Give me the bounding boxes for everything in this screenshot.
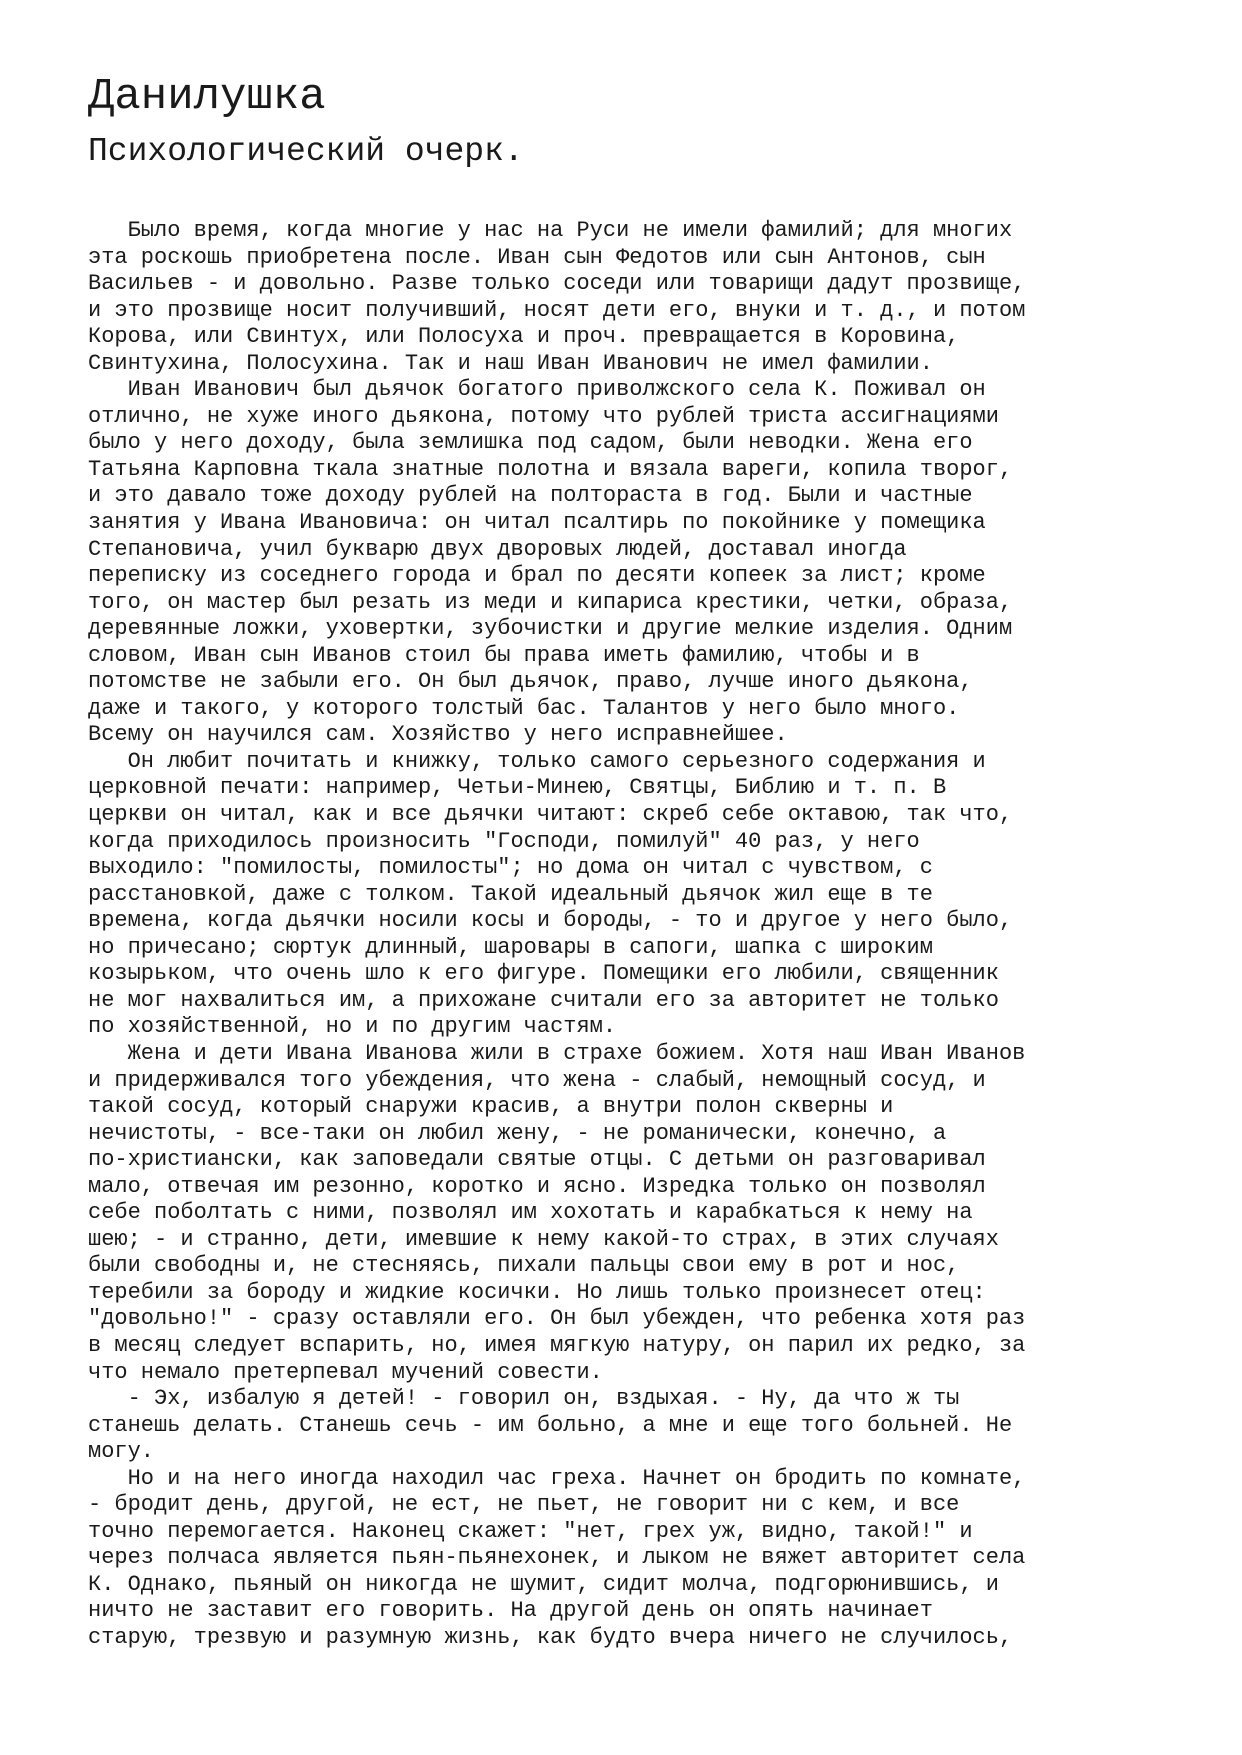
- text-line: деревянные ложки, уховертки, зубочистки и другие мелкие изделия. Одним: [88, 616, 1013, 642]
- text-line: не мог нахвалиться им, а прихожане считали его за авторитет не только: [88, 987, 999, 1013]
- text-line: Всему он научился сам. Хозяйство у него исправнейшее.: [88, 722, 788, 748]
- text-line: но причесано; сюртук длинный, шаровары в сапоги, шапка с широким: [88, 934, 933, 960]
- text-line: было у него доходу, была землишка под садом, были неводки. Жена его: [88, 430, 973, 456]
- text-line: Было время, когда многие у нас на Руси не имели фамилий; для многих: [88, 218, 1013, 243]
- text-line: и это прозвище носит получивший, носят дети его, внуки и т. д., и потом: [88, 297, 1026, 323]
- text-line: времена, когда дьячки носили косы и бороды, - то и другое у него было,: [88, 908, 1013, 934]
- text-line: нечистоты, - все-таки он любил жену, - не романически, конечно, а: [88, 1120, 947, 1146]
- text-line: даже и такого, у которого толстый бас. Талантов у него было много.: [88, 695, 960, 721]
- text-line: станешь делать. Станешь сечь - им больно, а мне и еще того больней. Не: [88, 1412, 1013, 1438]
- text-line: Он любит почитать и книжку, только самого серьезного содержания и: [88, 748, 986, 774]
- document-subtitle: Психологический очерк.: [88, 133, 524, 170]
- text-line: когда приходилось произносить "Господи, помилуй" 40 раз, у него: [88, 828, 920, 854]
- text-line: Васильев - и довольно. Разве только соседи или товарищи дадут прозвище,: [88, 271, 1026, 297]
- text-line: мало, отвечая им резонно, коротко и ясно. Изредка только он позволял: [88, 1173, 986, 1199]
- text-line: Свинтухина, Полосухина. Так и наш Иван Иванович не имел фамилии.: [88, 350, 933, 376]
- text-line: Жена и дети Ивана Иванова жили в страхе божием. Хотя наш Иван Иванов: [88, 1040, 1026, 1066]
- text-line: Татьяна Карповна ткала знатные полотна и вязала вареги, копила творог,: [88, 456, 1013, 482]
- text-line: ничто не заставит его говорить. На другой день он опять начинает: [88, 1598, 933, 1624]
- text-line: Степановича, учил букварю двух дворовых людей, доставал иногда: [88, 536, 907, 562]
- text-line: отлично, не хуже иного дьякона, потому что рублей триста ассигнациями: [88, 403, 999, 429]
- text-line: эта роскошь приобретена после. Иван сын Федотов или сын Антонов, сын: [88, 244, 986, 270]
- text-line: по хозяйственной, но и по другим частям.: [88, 1014, 617, 1040]
- text-line: по-христиански, как заповедали святые отцы. С детьми он разговаривал: [88, 1147, 986, 1173]
- text-line: словом, Иван сын Иванов стоил бы права иметь фамилию, чтобы и в: [88, 642, 920, 668]
- text-line: К. Однако, пьяный он никогда не шумит, сидит молча, подгорюнившись, и: [88, 1571, 999, 1597]
- text-line: через полчаса является пьян-пьянехонек, и лыком не вяжет авторитет села: [88, 1545, 1026, 1571]
- text-line: что немало претерпевал мучений совести.: [88, 1359, 603, 1385]
- text-line: переписку из соседнего города и брал по десяти копеек за лист; кроме: [88, 563, 986, 589]
- text-line: в месяц следует вспарить, но, имея мягкую натуру, он парил их редко, за: [88, 1332, 1026, 1358]
- text-line: потомстве не забыли его. Он был дьячок, право, лучше иного дьякона,: [88, 669, 973, 695]
- text-line: теребили за бороду и жидкие косички. Но лишь только произнесет отец:: [88, 1279, 986, 1305]
- text-line: церковной печати: например, Четьи-Минею, Святцы, Библию и т. п. В: [88, 775, 947, 801]
- text-line: себе поболтать с ними, позволял им хохотать и карабкаться к нему на: [88, 1200, 973, 1226]
- document-body: [88, 218, 1025, 1652]
- document-title: Данилушка: [88, 72, 326, 122]
- text-line: "довольно!" - сразу оставляли его. Он был убежден, что ребенка хотя раз: [88, 1306, 1026, 1332]
- text-line: козырьком, что очень шло к его фигуре. Помещики его любили, священник: [88, 961, 999, 987]
- text-line: Корова, или Свинтух, или Полосуха и проч. превращается в Коровина,: [88, 324, 960, 350]
- text-line: - бродит день, другой, не ест, не пьет, не говорит ни с кем, и все: [88, 1492, 960, 1518]
- text-line: были свободны и, не стесняясь, пихали пальцы свои ему в рот и нос,: [88, 1253, 960, 1279]
- text-line: выходило: "помилосты, помилосты"; но дома он читал с чувством, с: [88, 855, 933, 881]
- text-line: шею; - и странно, дети, имевшие к нему какой-то страх, в этих случаях: [88, 1226, 999, 1252]
- text-line: расстановкой, даже с толком. Такой идеальный дьячок жил еще в те: [88, 881, 933, 907]
- text-line: занятия у Ивана Ивановича: он читал псалтирь по покойнике у помещика: [88, 510, 986, 536]
- text-line: и придерживался того убеждения, что жена - слабый, немощный сосуд, и: [88, 1067, 986, 1093]
- text-line: церкви он читал, как и все дьячки читают: скреб себе октавою, так что,: [88, 802, 1013, 828]
- text-line: - Эх, избалую я детей! - говорил он, вздыхая. - Ну, да что ж ты: [88, 1386, 960, 1412]
- text-line: старую, трезвую и разумную жизнь, как будто вчера ничего не случилось,: [88, 1624, 1013, 1650]
- text-line: Иван Иванович был дьячок богатого приволжского села К. Поживал он: [88, 377, 986, 403]
- text-line: и это давало тоже доходу рублей на полтораста в год. Были и частные: [88, 483, 973, 509]
- text-line: Но и на него иногда находил час греха. Начнет он бродить по комнате,: [88, 1465, 1026, 1491]
- text-line: такой сосуд, который снаружи красив, а внутри полон скверны и: [88, 1094, 894, 1120]
- text-line: того, он мастер был резать из меди и кипариса крестики, четки, образа,: [88, 589, 1013, 615]
- text-line: точно перемогается. Наконец скажет: "нет, грех уж, видно, такой!" и: [88, 1518, 973, 1544]
- text-line: могу.: [88, 1439, 155, 1465]
